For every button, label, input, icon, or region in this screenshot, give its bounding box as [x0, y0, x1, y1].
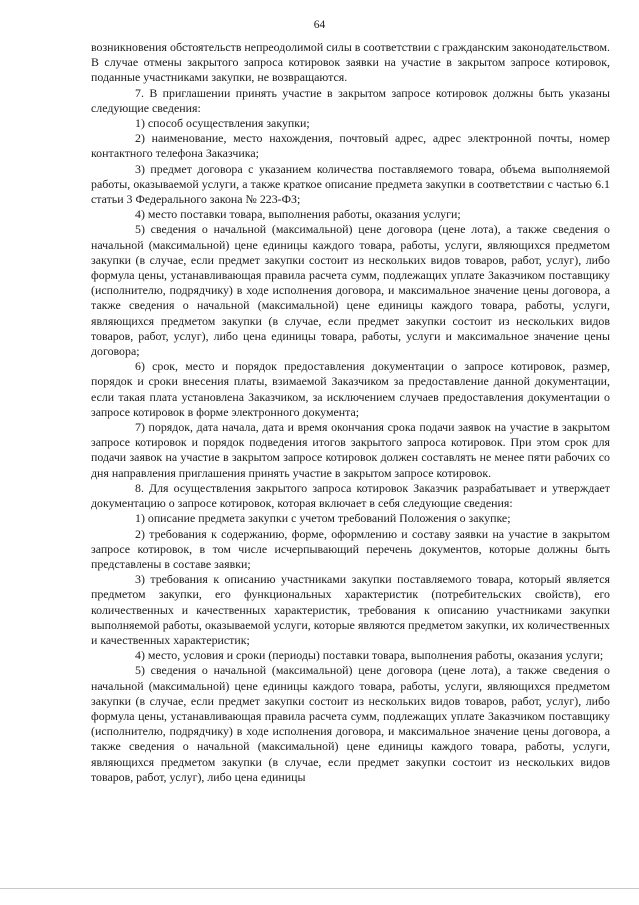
paragraph: 8. Для осуществления закрытого запроса котировок Заказчик разрабатывает и утверждает документацию о запросе котировок, которая включает в себя следующие сведения:	[91, 480, 610, 511]
paragraph: 2) наименование, место нахождения, почтовый адрес, адрес электронной почты, номер контактного телефона Заказчика;	[91, 131, 610, 161]
paragraph: 4) место поставки товара, выполнения работы, оказания услуги;	[135, 207, 461, 222]
paragraph: 4) место, условия и сроки (периоды) поставки товара, выполнения работы, оказания услуги;	[135, 648, 604, 663]
paragraph: 1) способ осуществления закупки;	[135, 116, 310, 131]
paragraph: 7) порядок, дата начала, дата и время окончания срока подачи заявок на участие в закрытом запросе котировок и порядок подведения итогов закрытого запроса котировок. При этом срок для подачи заявок на участие в закрытом запросе котировок должен составлять не менее пяти рабочих со дня направления приглашения принять участие в закрытом запросе котировок.	[91, 420, 610, 480]
paragraph: 2) требования к содержанию, форме, оформлению и составу заявки на участие в закрытом запросе котировок, в том числе исчерпывающий перечень документов, которые должны быть представлены в составе заявки;	[91, 526, 610, 571]
scan-edge-line	[0, 888, 639, 889]
paragraph: 3) требования к описанию участниками закупки поставляемого товара, который является предметом закупки, его функциональных характеристик (потребительских свойств), его количественных и качественных характеристик, требования к описанию участниками закупки выполняемой работы, оказываемой услуги, которые являются предметом закупки, их количественных и качественных характеристик;	[91, 572, 610, 647]
paragraph: 5) сведения о начальной (максимальной) цене договора (цене лота), а также сведения о начальной (максимальной) цене единицы каждого товара, работы, услуги, являющихся предметом закупки (в случае, если предмет закупки состоит из нескольких видов товаров, работ, услуг), либо формула цены, устанавливающая правила расчета сумм, подлежащих уплате Заказчиком поставщику (исполнителю, подрядчику) в ходе исполнения договора, и максимальное значение цены договора, а также сведения о начальной (максимальной) цене единицы каждого товара, работы, услуги, являющихся предметом закупки (в случае, если предмет закупки состоит из нескольких видов товаров, работ, услуг), либо цена единицы товара, работы, услуги и максимальное значение цены договора;	[91, 222, 610, 359]
document-body	[91, 40, 610, 785]
paragraph: возникновения обстоятельств непреодолимой силы в соответствии с гражданским законодательством. В случае отмены закрытого запроса котировок заявки на участие в закрытом запросе котировок, поданные участниками закупки, не возвращаются.	[91, 40, 610, 85]
paragraph: 7. В приглашении принять участие в закрытом запросе котировок должны быть указаны следующие сведения:	[91, 85, 610, 115]
paragraph: 3) предмет договора с указанием количества поставляемого товара, объема выполняемой работы, оказываемой услуги, а также краткое описание предмета закупки в соответствии с частью 6.1 статьи 3 Федерального закона № 223-ФЗ;	[91, 161, 610, 207]
page-number: 64	[313, 19, 326, 31]
paragraph: 1) описание предмета закупки с учетом требований Положения о закупке;	[135, 511, 511, 526]
paragraph: 6) срок, место и порядок предоставления документации о запросе котировок, размер, порядок и сроки внесения платы, взимаемой Заказчиком за предоставление данной документации, если такая плата установлена Заказчиком, за исключением случаев предоставления документации о запросе котировок в форме электронного документа;	[91, 359, 610, 419]
paragraph: 5) сведения о начальной (максимальной) цене договора (цене лота), а также сведения о начальной (максимальной) цене единицы каждого товара, работы, услуги, являющихся предметом закупки (в случае, если предмет закупки состоит из нескольких видов товаров, работ, услуг), либо формула цены, устанавливающая правила расчета сумм, подлежащих уплате Заказчиком поставщику (исполнителю, подрядчику) в ходе исполнения договора, и максимальное значение цены договора, а также сведения о начальной (максимальной) цене единицы каждого товара, работы, услуги, являющихся предметом закупки (в случае, если предмет закупки состоит из нескольких видов товаров, работ, услуг), либо цена единицы	[91, 663, 610, 784]
